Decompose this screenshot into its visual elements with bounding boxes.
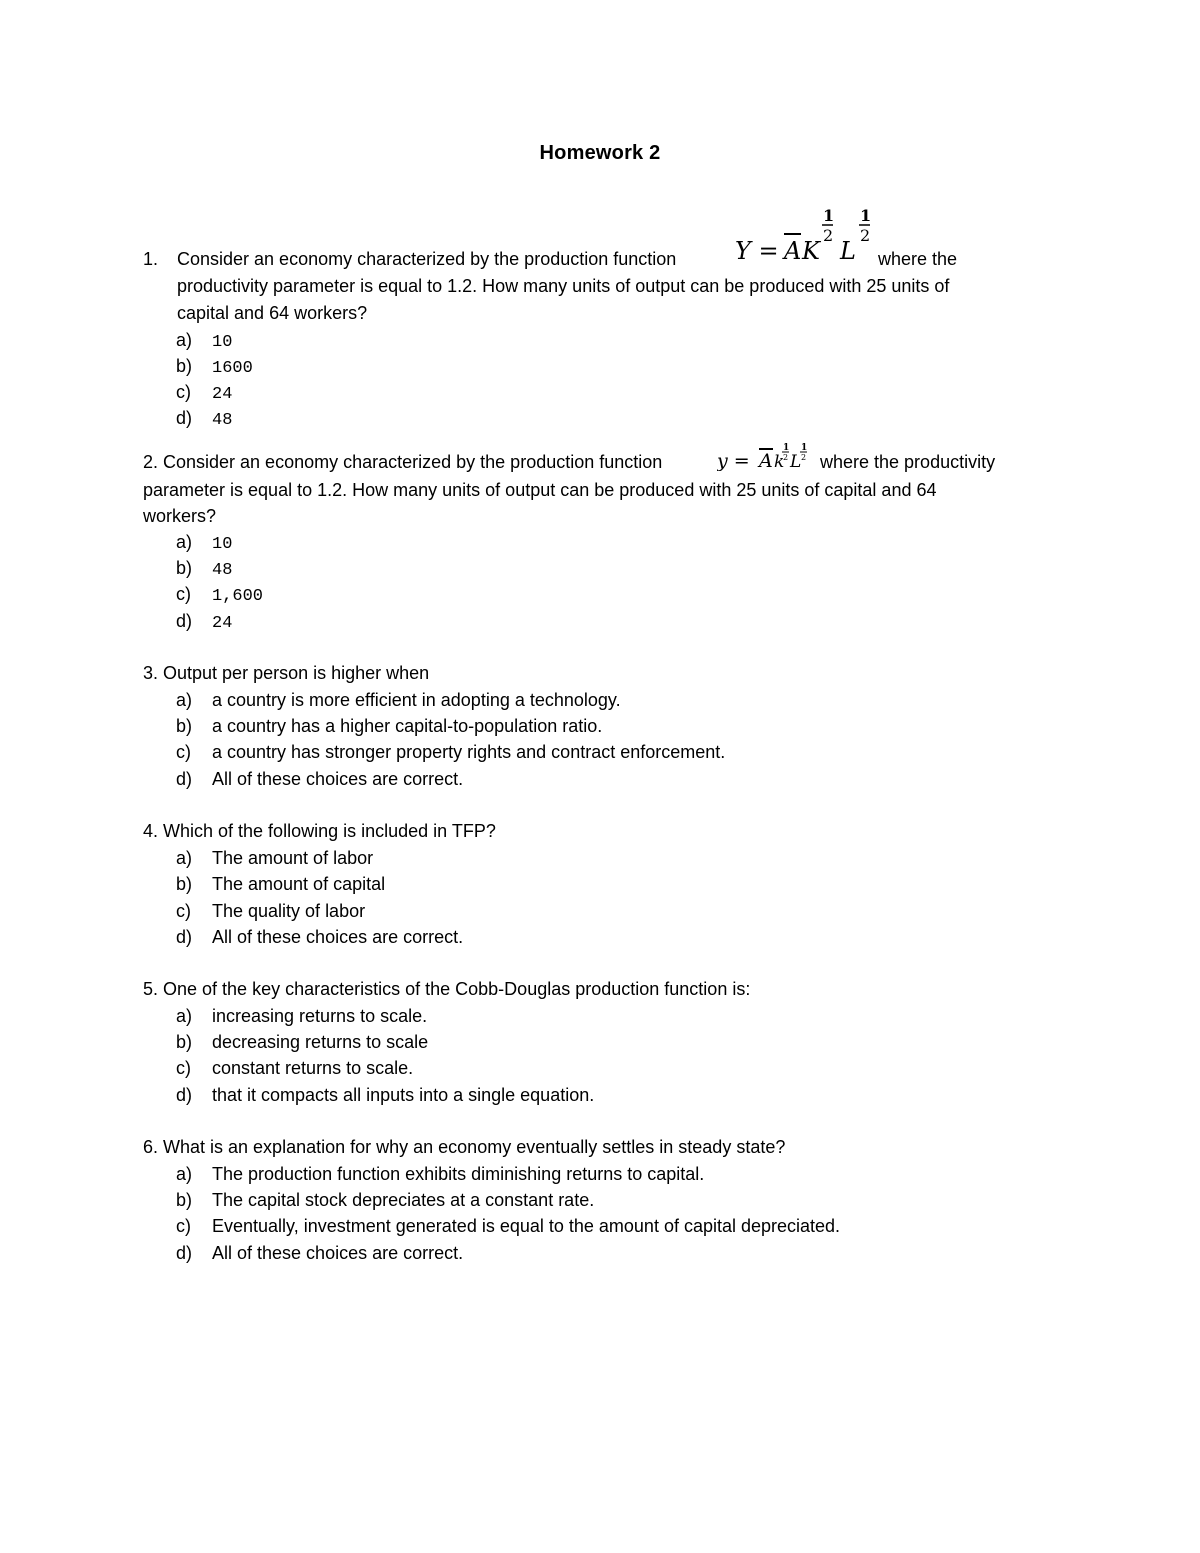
option-letter: c) — [176, 584, 191, 604]
option-text: that it compacts all inputs into a single equation. — [212, 1085, 595, 1105]
exponent-denominator: 2 — [860, 226, 871, 245]
equation-base-k: k — [774, 452, 785, 471]
option-letter: c) — [176, 901, 191, 921]
answer-option — [176, 407, 232, 432]
answer-option — [176, 900, 365, 922]
option-letter: c) — [176, 742, 191, 762]
answer-option — [176, 1005, 427, 1027]
answer-option — [176, 329, 232, 354]
option-text: 10 — [212, 535, 233, 554]
option-text: Eventually, investment generated is equal to the amount of capital depreciated. — [212, 1216, 841, 1236]
answer-option — [176, 1057, 413, 1079]
option-letter: d) — [176, 927, 193, 947]
question-text-line: where the — [878, 249, 958, 269]
option-text: The production function exhibits diminishing returns to capital. — [212, 1164, 705, 1184]
exponent-denominator: 2 — [801, 453, 807, 462]
option-letter: c) — [176, 1216, 191, 1236]
answer-option — [176, 768, 463, 790]
option-letter: a) — [176, 848, 193, 868]
exponent-numerator: 1 — [823, 206, 835, 225]
option-letter: d) — [176, 1243, 193, 1263]
answer-option — [176, 847, 373, 869]
question-text-line: capital and 64 workers? — [177, 303, 368, 323]
answer-option — [176, 715, 602, 737]
question-stem: 3. Output per person is higher when — [143, 663, 430, 683]
answer-option — [176, 1242, 463, 1264]
option-letter: b) — [176, 1190, 193, 1210]
option-letter: a) — [176, 330, 193, 350]
answer-option — [176, 741, 725, 763]
option-letter: d) — [176, 408, 193, 428]
answer-option — [176, 1163, 704, 1185]
equation-base-k: K — [802, 237, 820, 265]
question-text-line: where the productivity — [820, 452, 996, 472]
question-text-line: Consider an economy characterized by the production function — [163, 452, 663, 472]
option-text: 1,600 — [212, 587, 264, 606]
option-text: constant returns to scale. — [212, 1058, 414, 1078]
option-text: The amount of capital — [212, 874, 386, 894]
production-function-equation — [735, 204, 885, 266]
exponent-denominator: 2 — [823, 226, 834, 245]
answer-option — [176, 355, 253, 380]
answer-option — [176, 381, 232, 406]
option-text: 24 — [212, 614, 233, 633]
equation-lhs: y = — [717, 450, 750, 471]
answer-option — [176, 1215, 840, 1237]
option-letter: b) — [176, 716, 193, 736]
option-text: decreasing returns to scale — [212, 1032, 429, 1052]
option-text: increasing returns to scale. — [212, 1006, 428, 1026]
question-number: 1. — [143, 249, 159, 269]
equation-base-l: L — [790, 452, 802, 471]
option-letter: d) — [176, 769, 193, 789]
answer-option — [176, 531, 232, 556]
option-letter: a) — [176, 532, 193, 552]
production-function-equation — [717, 441, 819, 471]
option-letter: a) — [176, 690, 193, 710]
option-text: All of these choices are correct. — [212, 769, 464, 789]
question-stem: 5. One of the key characteristics of the Cobb-Douglas production function is: — [143, 979, 751, 999]
answer-option — [176, 689, 621, 711]
question-number: 2. — [143, 452, 159, 472]
question-text-line: workers? — [143, 506, 217, 526]
option-text: 48 — [212, 561, 233, 580]
option-text: 10 — [212, 333, 233, 352]
option-letter: c) — [176, 382, 191, 402]
option-letter: b) — [176, 874, 193, 894]
answer-option — [176, 583, 263, 608]
option-letter: b) — [176, 1032, 193, 1052]
question-text-line: parameter is equal to 1.2. How many units of output can be produced with 25 units of capital and 64 — [143, 480, 937, 500]
answer-option — [176, 1084, 594, 1106]
exponent-numerator: 1 — [783, 443, 790, 453]
exponent-numerator: 1 — [801, 443, 808, 453]
answer-option — [176, 610, 232, 635]
question-stem: 4. Which of the following is included in TFP? — [143, 821, 496, 841]
equation-lhs: Y = — [735, 237, 779, 265]
option-text: a country is more efficient in adopting a technology. — [212, 690, 621, 710]
question-text-line: Consider an economy characterized by the production function — [177, 249, 677, 269]
equation-base-a: A — [759, 450, 773, 471]
answer-option — [176, 873, 385, 895]
equation-base-a: A — [784, 237, 802, 265]
option-text: The amount of labor — [212, 848, 374, 868]
option-text: 1600 — [212, 359, 253, 378]
option-letter: d) — [176, 1085, 193, 1105]
answer-option — [176, 926, 463, 948]
option-text: a country has a higher capital-to-population ratio. — [212, 716, 603, 736]
option-letter: a) — [176, 1006, 193, 1026]
option-text: a country has stronger property rights and contract enforcement. — [212, 742, 726, 762]
answer-option — [176, 557, 232, 582]
option-text: The quality of labor — [212, 901, 366, 921]
option-letter: d) — [176, 611, 193, 631]
exponent-numerator: 1 — [860, 206, 872, 225]
answer-option — [176, 1189, 594, 1211]
question-stem: 6. What is an explanation for why an economy eventually settles in steady state? — [143, 1137, 786, 1157]
option-text: 24 — [212, 385, 233, 404]
option-letter: b) — [176, 558, 193, 578]
option-text: The capital stock depreciates at a constant rate. — [212, 1190, 595, 1210]
page-title: Homework 2 — [539, 142, 661, 164]
option-letter: c) — [176, 1058, 191, 1078]
option-text: All of these choices are correct. — [212, 1243, 464, 1263]
answer-option — [176, 1031, 428, 1053]
option-letter: a) — [176, 1164, 193, 1184]
option-text: All of these choices are correct. — [212, 927, 464, 947]
question-text-line: productivity parameter is equal to 1.2. How many units of output can be produced with 25 units of — [177, 276, 950, 296]
equation-base-l: L — [840, 237, 856, 265]
exponent-denominator: 2 — [783, 453, 789, 462]
option-text: 48 — [212, 411, 233, 430]
option-letter: b) — [176, 356, 193, 376]
